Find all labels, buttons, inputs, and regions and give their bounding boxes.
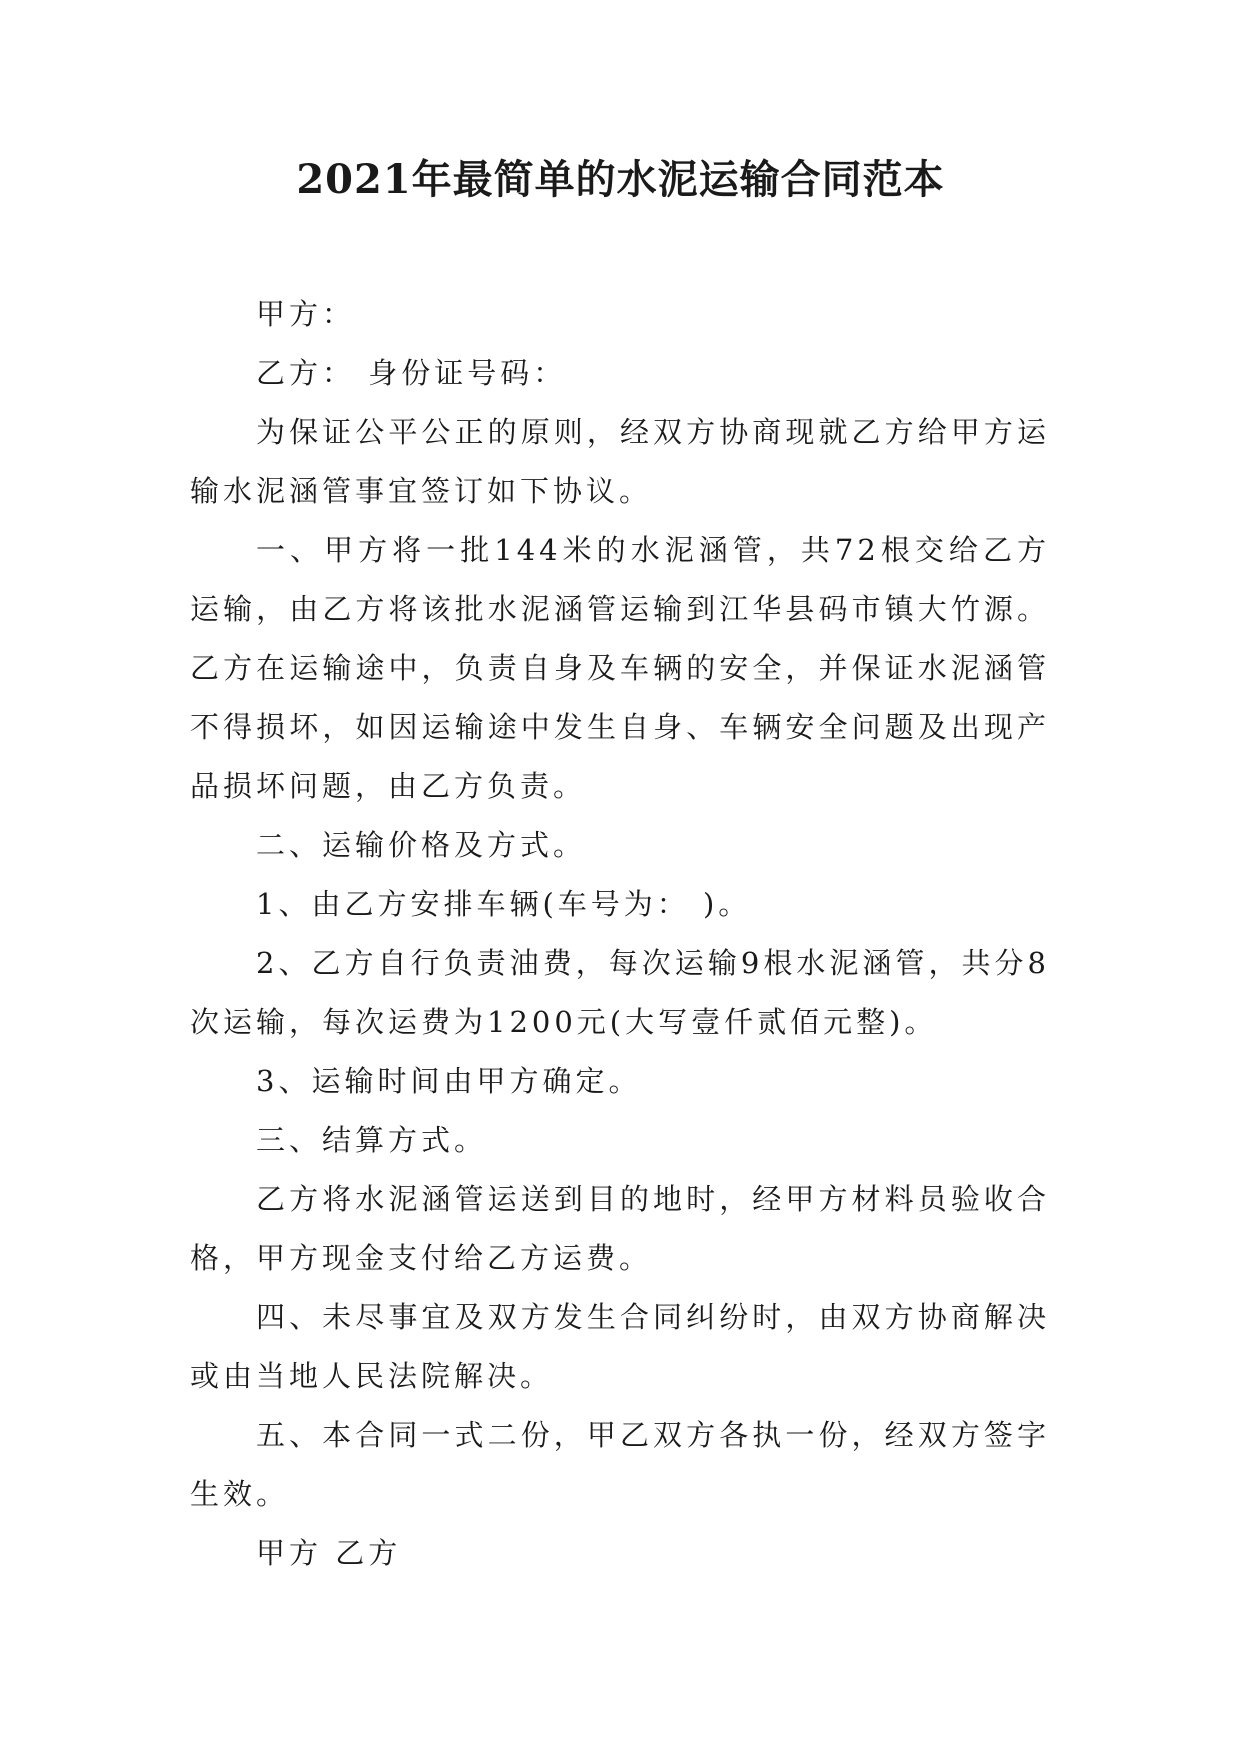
paragraph-party-a: 甲方： [256,297,356,331]
document-title: 2021年最简单的水泥运输合同范本 [296,156,945,203]
paragraph-signatures: 甲方 乙方 [256,1536,402,1570]
paragraph-clause-2-item-1: 1、由乙方安排车辆(车号为： )。 [256,887,752,921]
paragraph-party-b: 乙方： 身份证号码： [256,356,567,390]
paragraph-clause-2-item-2: 2、乙方自行负责油费，每次运输9根水泥涵管，共分8次运输，每次运费为1200元(大写壹仟贰佰元整)。 [190,946,1050,1039]
paragraph-clause-1: 一、甲方将一批144米的水泥涵管，共72根交给乙方运输，由乙方将该批水泥涵管运输到江华县码市镇大竹源。乙方在运输途中，负责自身及车辆的安全，并保证水泥涵管不得损坏，如因运输途中发生自身、车辆安全问题及出现产品损坏问题，由乙方负责。 [190,533,1050,803]
paragraph-clause-3-heading: 三、结算方式。 [256,1123,488,1157]
paragraph-clause-2-item-3: 3、运输时间由甲方确定。 [256,1064,642,1098]
paragraph-clause-5: 五、本合同一式二份，甲乙双方各执一份，经双方签字生效。 [190,1418,1050,1511]
paragraph-clause-2-heading: 二、运输价格及方式。 [256,828,587,862]
paragraph-clause-4: 四、未尽事宜及双方发生合同纠纷时，由双方协商解决或由当地人民法院解决。 [190,1300,1050,1393]
paragraph-clause-3-body: 乙方将水泥涵管运送到目的地时，经甲方材料员验收合格，甲方现金支付给乙方运费。 [190,1182,1050,1275]
paragraph-preamble: 为保证公平公正的原则，经双方协商现就乙方给甲方运输水泥涵管事宜签订如下协议。 [190,415,1050,508]
document-body [190,285,1050,1583]
